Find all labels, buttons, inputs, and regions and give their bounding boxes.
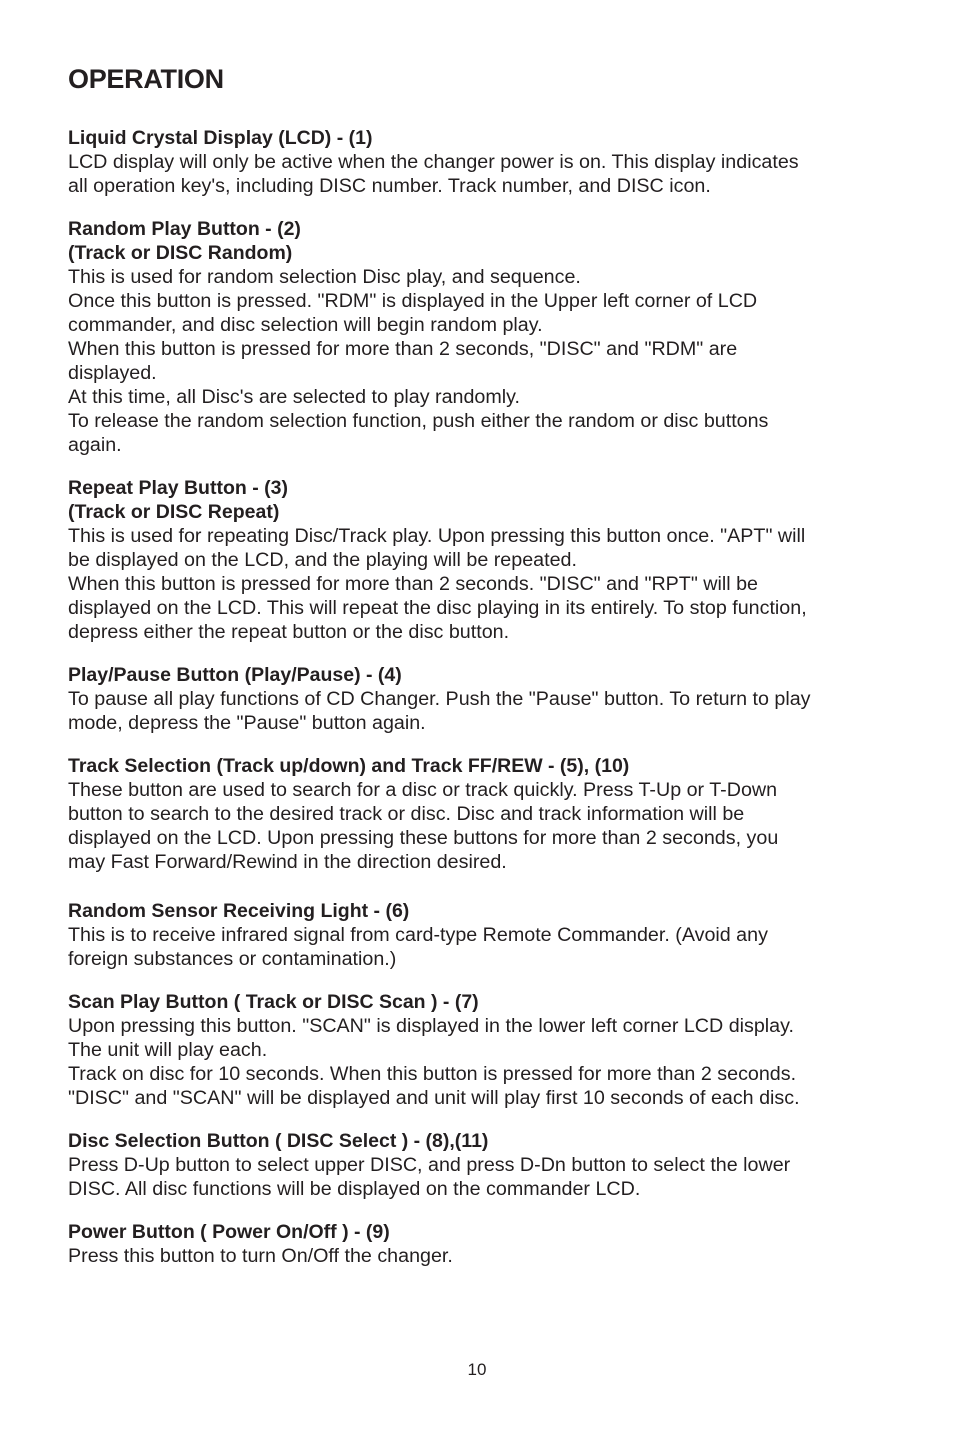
section-heading: Disc Selection Button ( DISC Select ) - (8),(11) [68, 1130, 489, 1152]
section-heading: Repeat Play Button - (3) [68, 477, 288, 499]
section [68, 217, 898, 457]
section-text-line: "DISC" and "SCAN" will be displayed and unit will play first 10 seconds of each disc. [68, 1087, 800, 1109]
section-heading: Random Play Button - (2) [68, 218, 301, 240]
section-text-line: mode, depress the "Pause" button again. [68, 712, 426, 734]
section-text-line: displayed. [68, 362, 157, 384]
section-text-line: Press D-Up button to select upper DISC, and press D-Dn button to select the lower [68, 1154, 791, 1176]
section-heading: Liquid Crystal Display (LCD) - (1) [68, 127, 373, 149]
section-text-line: LCD display will only be active when the changer power is on. This display indicates [68, 151, 799, 173]
section-text-line: all operation key's, including DISC number. Track number, and DISC icon. [68, 175, 711, 197]
section-text-line: These button are used to search for a disc or track quickly. Press T-Up or T-Down [68, 779, 778, 801]
section-text-line: button to search to the desired track or disc. Disc and track information will be [68, 803, 745, 825]
section [68, 476, 898, 644]
section-text-line: This is used for random selection Disc play, and sequence. [68, 266, 581, 288]
section-text-line: foreign substances or contamination.) [68, 948, 397, 970]
section-heading: (Track or DISC Random) [68, 242, 293, 264]
section [68, 126, 898, 198]
section-heading: Power Button ( Power On/Off ) - (9) [68, 1221, 390, 1243]
section-text-line: The unit will play each. [68, 1039, 268, 1061]
section-heading: Scan Play Button ( Track or DISC Scan ) - (7) [68, 991, 479, 1013]
section-text-line: This is used for repeating Disc/Track play. Upon pressing this button once. "APT" will [68, 525, 806, 547]
section-heading: Random Sensor Receiving Light - (6) [68, 900, 410, 922]
section-text-line: Track on disc for 10 seconds. When this button is pressed for more than 2 seconds. [68, 1063, 797, 1085]
section-text-line: To pause all play functions of CD Changer. Push the "Pause" button. To return to play [68, 688, 811, 710]
page-title: OPERATION [68, 64, 224, 94]
section-text-line: may Fast Forward/Rewind in the direction desired. [68, 851, 507, 873]
section [68, 1220, 898, 1268]
section [68, 1129, 898, 1201]
section [68, 899, 898, 971]
section-heading: Play/Pause Button (Play/Pause) - (4) [68, 664, 402, 686]
document-page [68, 60, 898, 1287]
sections-container [68, 126, 898, 1268]
page-number: 10 [467, 1360, 487, 1379]
section [68, 990, 898, 1110]
section-heading: Track Selection (Track up/down) and Track FF/REW - (5), (10) [68, 755, 630, 777]
section-text-line: displayed on the LCD. This will repeat the disc playing in its entirely. To stop function, [68, 597, 807, 619]
section-text-line: commander, and disc selection will begin random play. [68, 314, 543, 336]
section-text-line: Press this button to turn On/Off the changer. [68, 1245, 453, 1267]
section-text-line: Upon pressing this button. "SCAN" is displayed in the lower left corner LCD display. [68, 1015, 794, 1037]
section-text-line: Once this button is pressed. "RDM" is displayed in the Upper left corner of LCD [68, 290, 758, 312]
section [68, 663, 898, 735]
section-text-line: When this button is pressed for more than 2 seconds. "DISC" and "RPT" will be [68, 573, 758, 595]
section-text-line: To release the random selection function, push either the random or disc buttons [68, 410, 769, 432]
section-text-line: again. [68, 434, 122, 456]
section-text-line: be displayed on the LCD, and the playing will be repeated. [68, 549, 577, 571]
section-text-line: When this button is pressed for more than 2 seconds, "DISC" and "RDM" are [68, 338, 738, 360]
section-text-line: At this time, all Disc's are selected to play randomly. [68, 386, 521, 408]
section-heading: (Track or DISC Repeat) [68, 501, 280, 523]
section [68, 754, 898, 874]
section-text-line: depress either the repeat button or the disc button. [68, 621, 510, 643]
section-text-line: This is to receive infrared signal from card-type Remote Commander. (Avoid any [68, 924, 768, 946]
section-text-line: DISC. All disc functions will be displayed on the commander LCD. [68, 1178, 641, 1200]
section-text-line: displayed on the LCD. Upon pressing these buttons for more than 2 seconds, you [68, 827, 779, 849]
